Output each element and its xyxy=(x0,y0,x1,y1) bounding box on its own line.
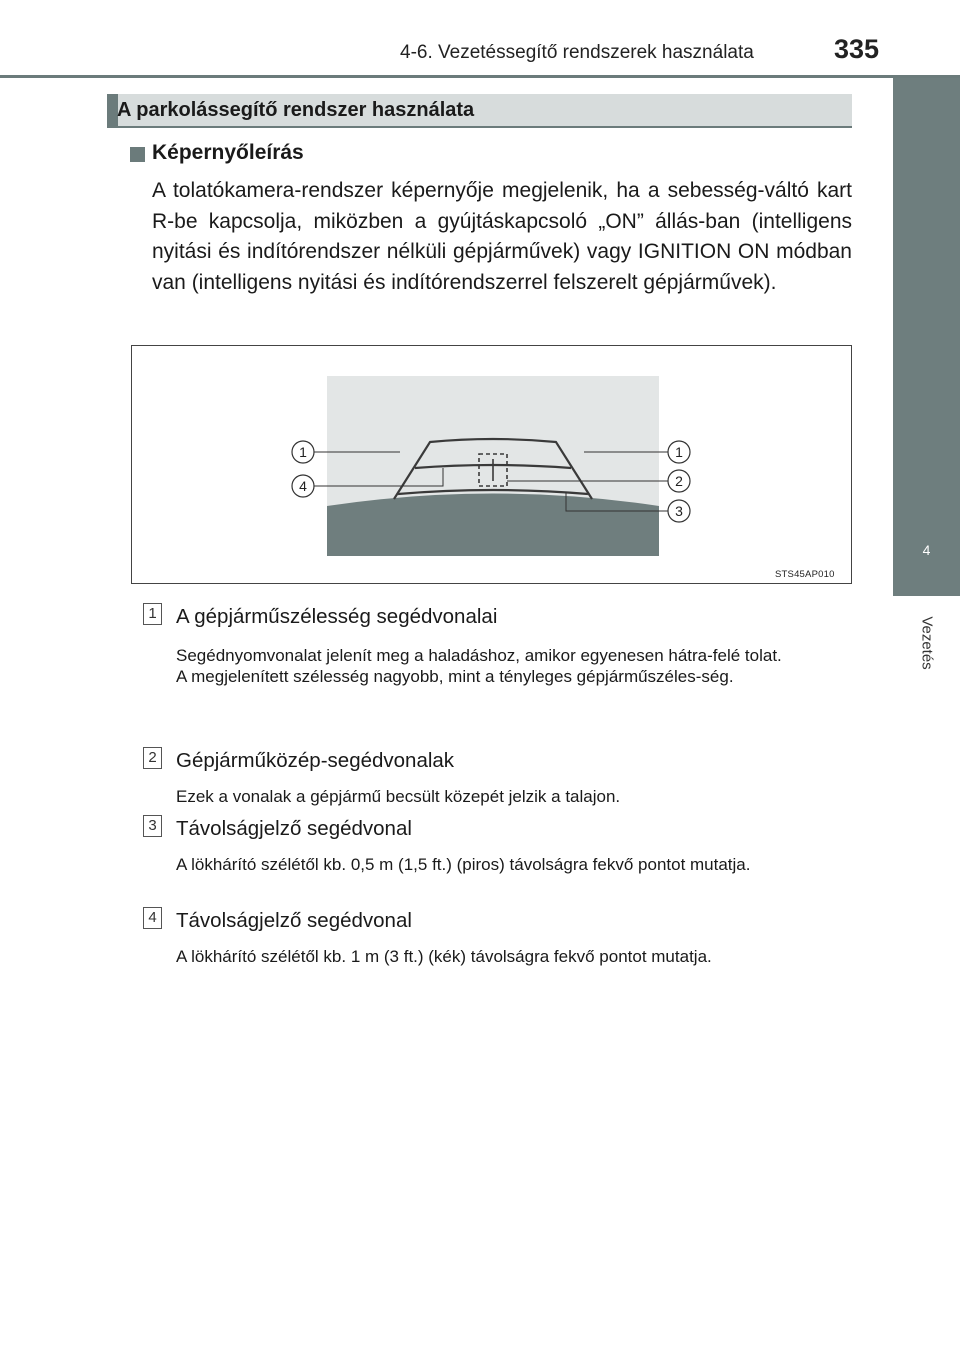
callout-4 xyxy=(292,475,314,497)
item-4-title: Távolságjelző segédvonal xyxy=(176,909,412,932)
section-title: A parkolássegítő rendszer használata xyxy=(117,99,475,121)
camera-screen-illustration xyxy=(132,346,851,583)
camera-screen-figure xyxy=(131,345,852,584)
sub-heading: Képernyőleírás xyxy=(152,141,304,164)
item-1-badge: 1 xyxy=(143,603,162,625)
item-1-description: Segédnyomvonalat jelenít meg a haladáshoz, amikor egyenesen hátra-felé tolat. A megjelenített szélesség nagyobb, mint a tényleges gépjárműszéles-ség. xyxy=(176,646,782,686)
callout-4-label: 4 xyxy=(299,478,307,494)
item-2-badge: 2 xyxy=(143,747,162,769)
item-1-title: A gépjárműszélesség segédvonalai xyxy=(176,605,498,628)
callout-3-label: 3 xyxy=(675,503,683,519)
running-header: 4-6. Vezetéssegítő rendszerek használata xyxy=(400,42,754,63)
header-divider xyxy=(0,75,960,78)
camera-screen-ground xyxy=(327,494,659,557)
chapter-tab-number: 4 xyxy=(893,514,960,596)
chapter-tab-band xyxy=(893,78,960,514)
figure-code: STS45AP010 xyxy=(775,569,835,580)
page-number: 335 xyxy=(834,34,880,64)
item-2-description: Ezek a vonalak a gépjármű becsült közepét jelzik a talajon. xyxy=(176,787,621,806)
callout-1-left xyxy=(292,441,314,463)
chapter-tab-label xyxy=(893,598,960,688)
item-4-badge: 4 xyxy=(143,907,162,929)
callout-3 xyxy=(668,500,690,522)
chapter-tab-label-text: Vezetés xyxy=(918,616,935,670)
callout-1-left-label: 1 xyxy=(299,444,307,460)
callout-1-right xyxy=(668,441,690,463)
item-4-description: A lökhárító szélétől kb. 1 m (3 ft.) (kék) távolságra fekvő pontot mutatja. xyxy=(176,947,712,966)
callout-2 xyxy=(668,470,690,492)
item-3-description: A lökhárító szélétől kb. 0,5 m (1,5 ft.) (piros) távolságra fekvő pontot mutatja. xyxy=(176,855,751,874)
square-bullet-icon xyxy=(130,147,145,162)
callout-2-label: 2 xyxy=(675,473,683,489)
item-3-title: Távolságjelző segédvonal xyxy=(176,817,412,840)
item-2-title: Gépjárműközép-segédvonalak xyxy=(176,749,455,772)
item-3-badge: 3 xyxy=(143,815,162,837)
callout-1-right-label: 1 xyxy=(675,444,683,460)
intro-paragraph: A tolatókamera-rendszer képernyője megjelenik, ha a sebesség-váltó kart R-be kapcsolja, miközben a gyújtáskapcsoló „ON” állás-ban (intelligens nyitási és indítórendszer nélküli gépjárművek) vagy IGNITION ON módban van (intelligens nyitási és indítórendszerrel felszerelt gépjárművek). xyxy=(152,179,852,294)
